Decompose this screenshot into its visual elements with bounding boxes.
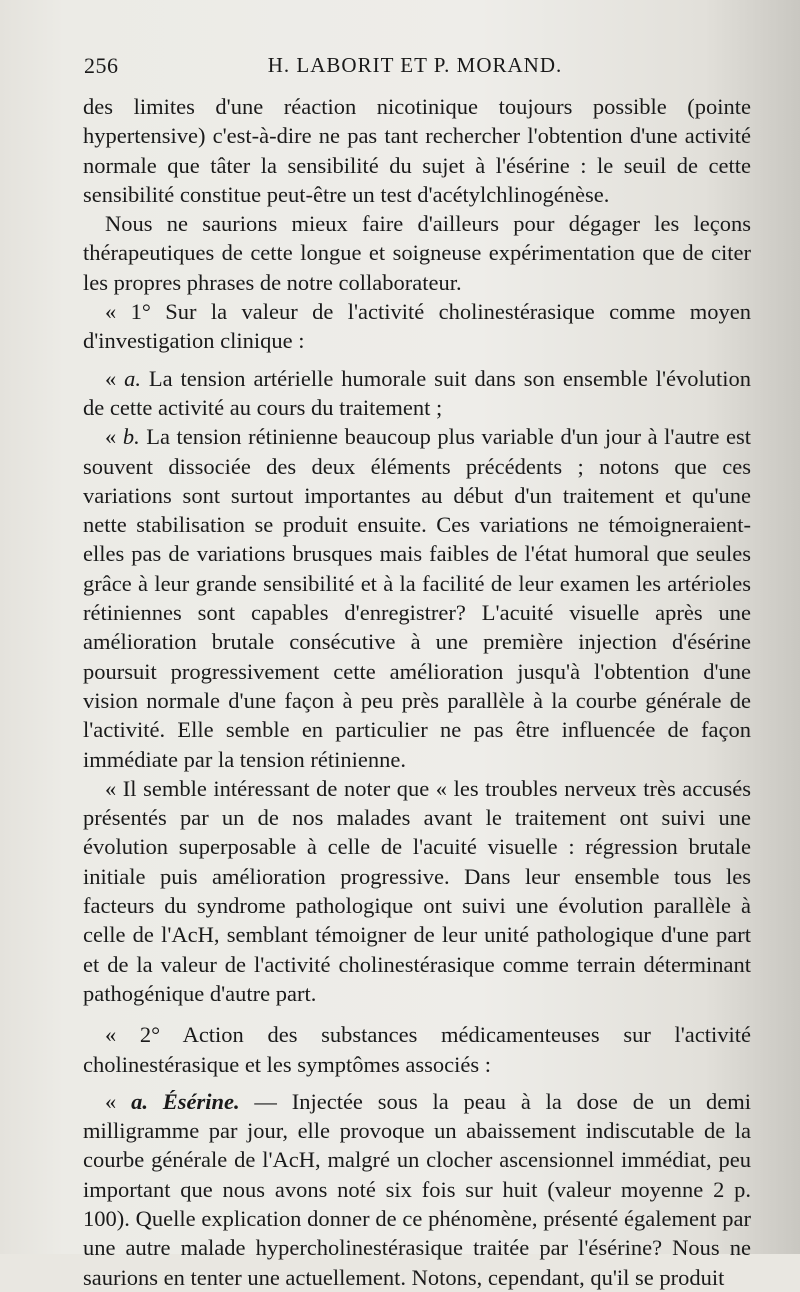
- page-header: [70, 53, 760, 81]
- body-text: [83, 92, 751, 1292]
- paragraph-text: La tension artérielle humorale suit dans son ensemble l'évolution de cette activité au cours du traitement ;: [83, 365, 752, 420]
- paragraph-text: «: [105, 365, 125, 391]
- paragraph-text: «: [105, 424, 123, 450]
- emphasis-text: a.: [124, 365, 142, 391]
- emphasis-text: b.: [122, 424, 140, 450]
- paragraph-text: « 2° Action des substances médicamenteuses sur l'activité cholinestérasique et les symptômes associés :: [83, 1022, 751, 1077]
- paragraph-text: La tension rétinienne beaucoup plus variable d'un jour à l'autre est souvent dissociée des deux éléments précédents ; notons que ces variations sont surtout importantes au début d'un traitement et qu'une nette stabilisation se produit ensuite. Ces variations ne témoigneraient-elles pas de variations brusques mais faibles de l'état humoral que seules grâce à leur grande sensibilité et à la facilité de leur examen les artérioles rétiniennes sont capables d'enregistrer? L'acuité visuelle après une amélioration brutale consécutive à une première injection d'ésérine poursuit progressivement cette amélioration jusqu'à l'obtention d'une vision normale d'une façon à peu près parallèle à la courbe générale de l'activité. Elle semble en particulier ne pas être influencée de façon immédiate par la tension rétinienne.: [83, 424, 752, 772]
- paragraph: [83, 92, 751, 209]
- paragraph-text: Nous ne saurions mieux faire d'ailleurs pour dégager les leçons thérapeutiques de cette longue et soigneuse expérimentation que de citer les propres phrases de notre collaborateur.: [83, 211, 751, 295]
- emphasis-text: a. Ésérine.: [131, 1088, 240, 1114]
- paragraph: [83, 209, 751, 297]
- paragraph-text: « Il semble intéressant de noter que « les troubles nerveux très accusés présentés par un de nos malades avant le traitement ont suivi une évolution superposable à celle de l'acuité visuelle : régression brutale initiale puis amélioration progressive. Dans leur ensemble tous les facteurs du syndrome pathologique ont suivi une évolution parallèle à celle de l'AcH, semblant témoigner de leur unité pathologique d'une part et de la valeur de l'activité cholinestérasique comme terrain déterminant pathogénique d'autre part.: [83, 775, 751, 1006]
- paragraph-text: — Injectée sous la peau à la dose de un demi milligramme par jour, elle provoque un abaissement indiscutable de la courbe générale de l'AcH, malgré un clocher ascensionnel immédiat, peu important que nous avons noté six fois sur huit (valeur moyenne 2 p. 100). Quelle explication donner de ce phénomène, présenté également par une autre malade hypercholinestérasique traitée par l'ésérine? Nous ne saurions en tenter une actuellement. Notons, cependant, qu'il se produit: [83, 1088, 752, 1290]
- page-number: 256: [84, 53, 119, 78]
- paragraph: [83, 422, 751, 774]
- paragraph-text: des limites d'une réaction nicotinique toujours possible (pointe hypertensive) c'est-à-dire ne pas tant rechercher l'obtention d'une activité normale que tâter la sensibilité du sujet à l'ésérine : le seuil de cette sensibilité constitue peut-être un test d'acétylchlinogénèse.: [83, 94, 751, 207]
- paragraph: [83, 297, 751, 356]
- paragraph-text: «: [105, 1088, 132, 1114]
- paragraph: [83, 1020, 751, 1079]
- paragraph: [83, 1087, 751, 1292]
- paragraph: [83, 774, 751, 1008]
- running-title: H. LABORIT ET P. MORAND.: [267, 53, 563, 77]
- paragraph-text: « 1° Sur la valeur de l'activité cholinestérasique comme moyen d'investigation clinique :: [83, 299, 751, 354]
- paragraph: [83, 364, 751, 423]
